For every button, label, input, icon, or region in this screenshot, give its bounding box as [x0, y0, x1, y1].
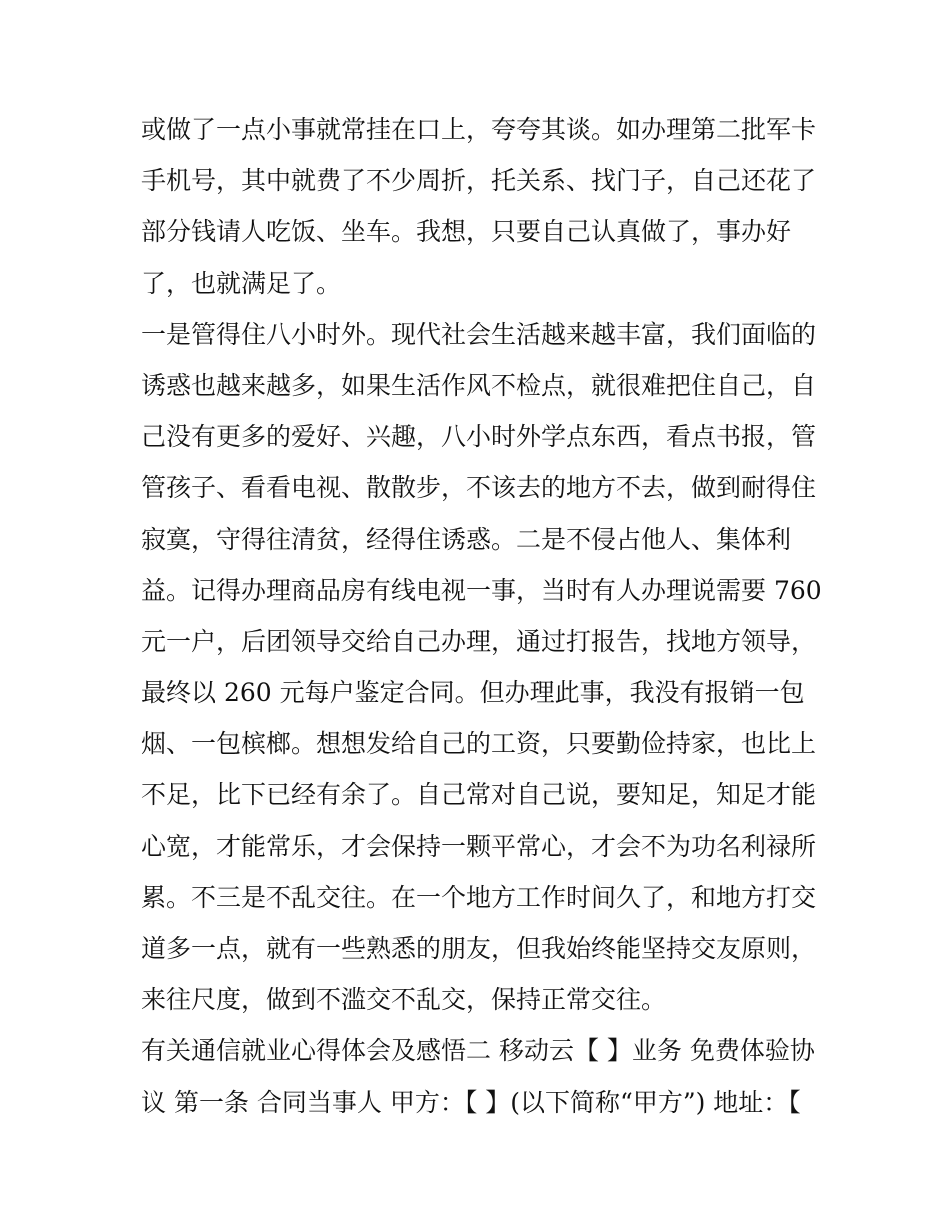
text-line: 有关通信就业心得体会及感悟二 移动云【 】业务 免费体验协 [141, 1036, 815, 1066]
text-line: 不足，比下已经有余了。自己常对自己说，要知足，知足才能 [141, 780, 817, 810]
text-line: 一是管得住八小时外。现代社会生活越来越丰富，我们面临的 [141, 319, 817, 349]
text-line: 部分钱请人吃饭、坐车。我想，只要自己认真做了，事办好 [141, 217, 792, 247]
text-line: 心宽，才能常乐，才会保持一颗平常心，才会不为功名利禄所 [141, 831, 817, 861]
text-line: 议 第一条 合同当事人 甲方：【 】(以下简称“甲方”) 地址：【 [141, 1087, 801, 1117]
body-text [141, 104, 821, 1128]
text-line: 诱惑也越来越多，如果生活作风不检点，就很难把住自己，自 [141, 370, 817, 400]
text-line: 烟、一包槟榔。想想发给自己的工资，只要勤俭持家，也比上 [141, 729, 817, 759]
text-line: 管孩子、看看电视、散散步，不该去的地方不去，做到耐得住 [141, 473, 817, 503]
text-line: 己没有更多的爱好、兴趣，八小时外学点东西，看点书报，管 [141, 422, 817, 452]
text-line: 了，也就满足了。 [141, 268, 342, 298]
text-line: 元一户，后团领导交给自己办理，通过打报告，找地方领导， [141, 626, 817, 656]
text-line: 寂寞，守得往清贫，经得住诱惑。二是不侵占他人、集体利 [141, 524, 792, 554]
text-line: 来往尺度，做到不滥交不乱交，保持正常交往。 [141, 985, 667, 1015]
text-line: 最终以 260 元每户鉴定合同。但办理此事，我没有报销一包 [141, 678, 805, 708]
text-line: 道多一点，就有一些熟悉的朋友，但我始终能坚持交友原则， [141, 934, 817, 963]
text-line: 手机号，其中就费了不少周折，托关系、找门子，自己还花了 [141, 166, 817, 196]
text-line: 累。不三是不乱交往。在一个地方工作时间久了，和地方打交 [141, 882, 817, 912]
text-line: 或做了一点小事就常挂在口上，夸夸其谈。如办理第二批军卡 [141, 115, 817, 144]
text-line: 益。记得办理商品房有线电视一事，当时有人办理说需要 760 [141, 575, 822, 605]
